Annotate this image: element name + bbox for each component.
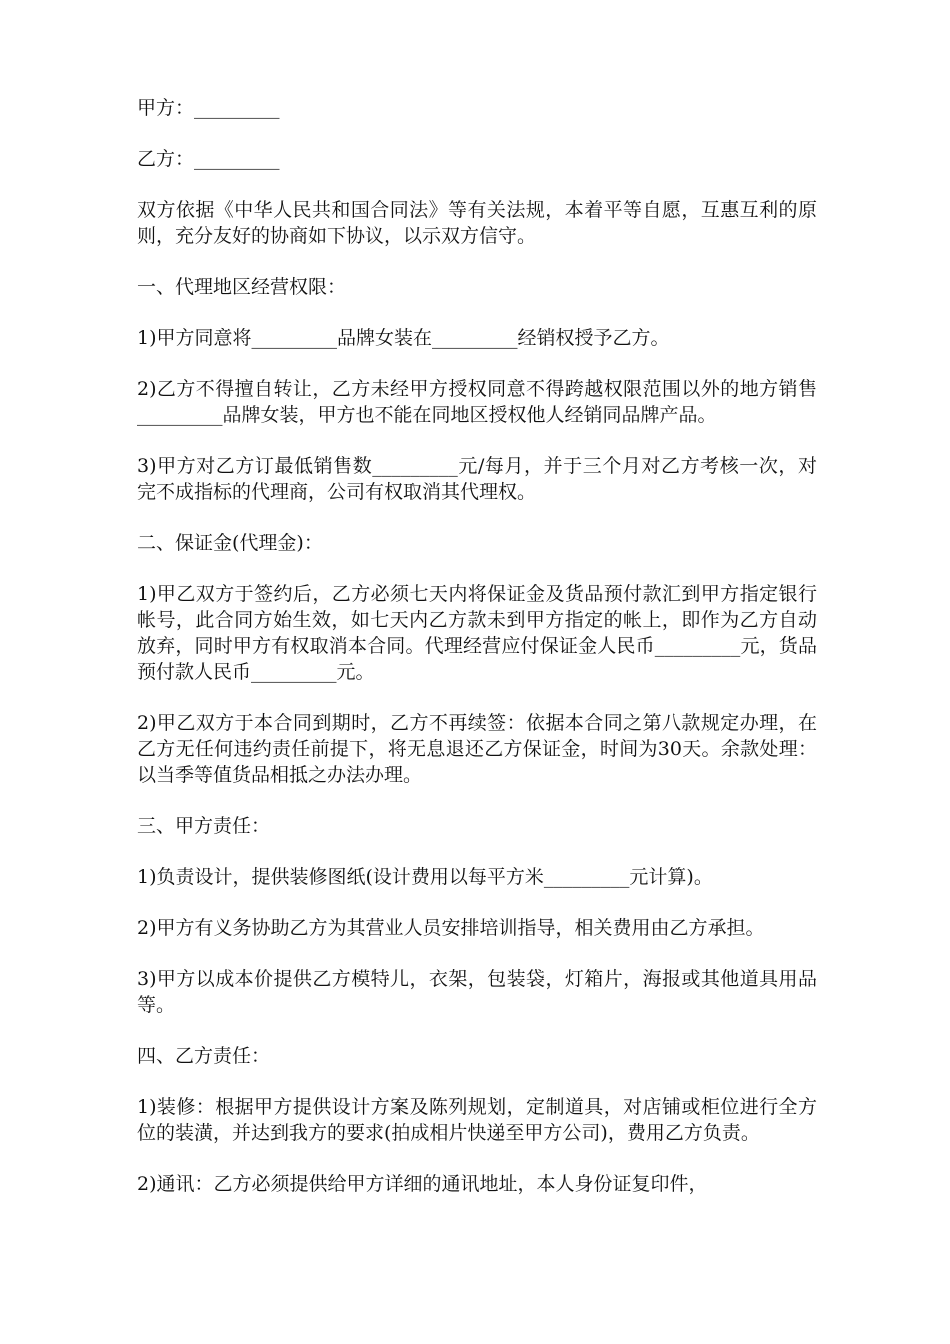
section-heading-3: 三、甲方责任： <box>137 815 271 837</box>
section-heading-2: 二、保证金(代理金)： <box>137 532 323 554</box>
clause-3-1: 1)负责设计，提供装修图纸(设计费用以每平方米_________元计算)。 <box>137 866 713 888</box>
clause-1-1: 1)甲方同意将_________品牌女装在_________经销权授予乙方。 <box>137 327 670 349</box>
party-a-line: 甲方：_________ <box>137 97 280 119</box>
party-b-line: 乙方：_________ <box>137 148 280 170</box>
section-heading-4: 四、乙方责任： <box>137 1045 271 1067</box>
clause-1-2: 2)乙方不得擅自转让，乙方未经甲方授权同意不得跨越权限范围以外的地方销售_________品牌女装，甲方也不能在同地区授权他人经销同品牌产品。 <box>137 378 817 426</box>
section-heading-1: 一、代理地区经营权限： <box>137 276 347 298</box>
clause-1-3: 3)甲方对乙方订最低销售数_________元/每月，并于三个月对乙方考核一次，对完不成指标的代理商，公司有权取消其代理权。 <box>137 455 817 503</box>
clause-2-2: 2)甲乙双方于本合同到期时，乙方不再续签：依据本合同之第八款规定办理，在乙方无任何违约责任前提下，将无息退还乙方保证金，时间为30天。余款处理：以当季等值货品相抵之办法办理。 <box>137 712 817 786</box>
contract-page <box>137 95 817 1197</box>
clause-4-2: 2)通讯：乙方必须提供给甲方详细的通讯地址，本人身份证复印件， <box>137 1173 708 1195</box>
clause-4-1: 1)装修：根据甲方提供设计方案及陈列规划，定制道具，对店铺或柜位进行全方位的装潢，并达到我方的要求(拍成相片快递至甲方公司)，费用乙方负责。 <box>137 1096 817 1144</box>
clause-3-3: 3)甲方以成本价提供乙方模特儿，衣架，包装袋，灯箱片，海报或其他道具用品等。 <box>137 968 817 1016</box>
preamble-paragraph: 双方依据《中华人民共和国合同法》等有关法规，本着平等自愿，互惠互利的原则，充分友好的协商如下协议，以示双方信守。 <box>137 199 817 247</box>
clause-2-1: 1)甲乙双方于签约后，乙方必须七天内将保证金及货品预付款汇到甲方指定银行帐号，此合同方始生效，如七天内乙方款未到甲方指定的帐上，即作为乙方自动放弃，同时甲方有权取消本合同。代理经营应付保证金人民币_________元，货品预付款人民币_________元。 <box>137 583 817 683</box>
clause-3-2: 2)甲方有义务协助乙方为其营业人员安排培训指导，相关费用由乙方承担。 <box>137 917 765 939</box>
